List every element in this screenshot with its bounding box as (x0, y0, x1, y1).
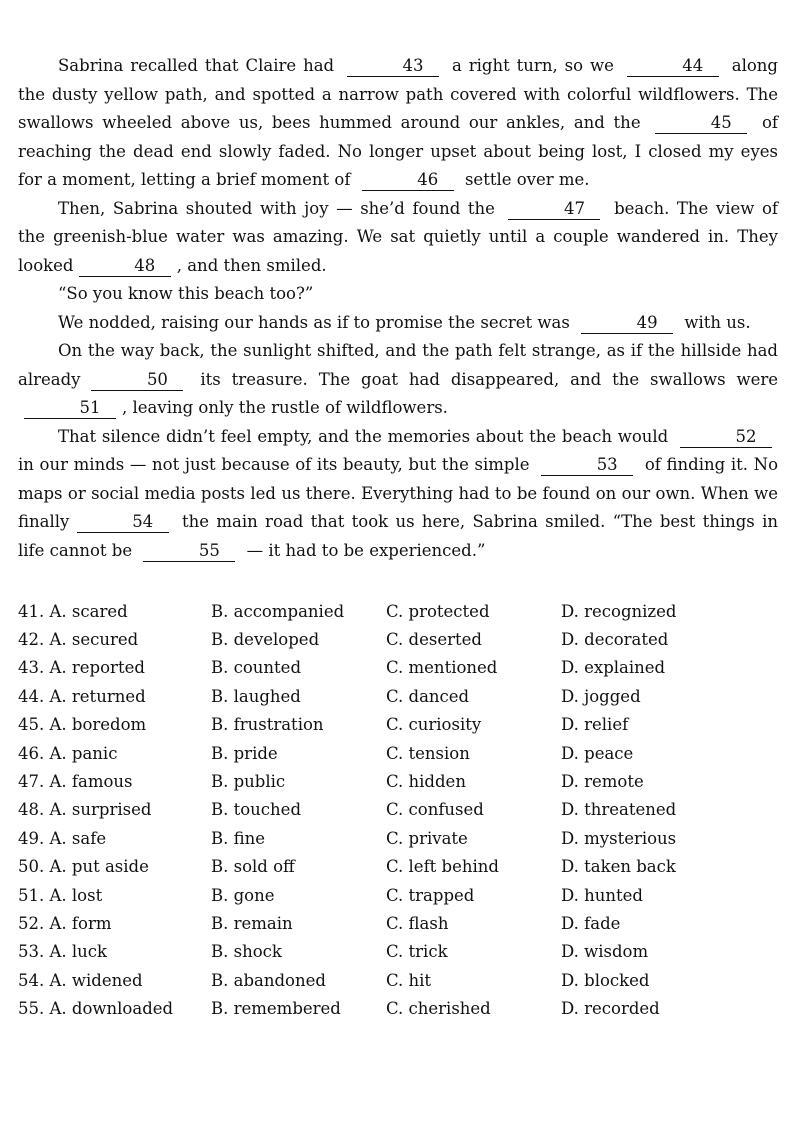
option-a[interactable] (18, 744, 211, 763)
option-c[interactable]: C. cherished (386, 999, 491, 1019)
blank-47: 47 (508, 199, 600, 220)
question-number: 51. (18, 885, 45, 905)
blank-43: 43 (347, 56, 439, 77)
question-number: 55. (18, 999, 45, 1019)
passage-text: , and then smiled. (176, 255, 327, 275)
option-text: A. famous (49, 772, 133, 792)
option-text: A. returned (49, 686, 146, 706)
passage-text: — it had to be experienced.” (246, 540, 486, 560)
blank-54: 54 (77, 512, 169, 533)
question-row (18, 597, 788, 625)
question-number: 50. (18, 857, 45, 877)
option-d[interactable]: D. fade (561, 913, 621, 933)
option-a[interactable] (18, 715, 211, 734)
passage-text: beach. The view of the greenish-blue water was amazing. We sat quietly until a couple wandered in. They looked (18, 198, 778, 275)
option-text: A. secured (49, 630, 139, 650)
option-d[interactable]: D. mysterious (561, 828, 677, 848)
question-number: 52. (18, 913, 45, 933)
option-d[interactable]: D. remote (561, 772, 644, 792)
passage-text: That silence didn’t feel empty, and the memories about the beach would (58, 426, 669, 446)
option-text: A. boredom (49, 715, 147, 735)
question-row (18, 654, 788, 682)
option-b[interactable]: B. touched (211, 800, 302, 820)
option-d[interactable]: D. blocked (561, 970, 650, 990)
answer-options (18, 597, 788, 1023)
option-a[interactable] (18, 857, 211, 876)
passage-text: its treasure. The goat had disappeared, and the swallows were (200, 369, 779, 389)
paragraph-1 (18, 52, 778, 195)
option-text: A. lost (49, 885, 103, 905)
option-c[interactable]: C. trapped (386, 885, 475, 905)
option-c[interactable]: C. tension (386, 743, 470, 763)
passage-text: settle over me. (464, 170, 590, 189)
option-d[interactable]: D. recognized (561, 601, 677, 621)
option-text: A. form (49, 913, 112, 933)
question-number: 53. (18, 942, 45, 962)
option-d[interactable]: D. taken back (561, 857, 676, 877)
question-number: 45. (18, 715, 45, 735)
question-row (18, 767, 788, 795)
option-c[interactable]: C. confused (386, 800, 484, 820)
option-b[interactable]: B. sold off (211, 857, 295, 877)
option-a[interactable] (18, 914, 211, 933)
passage-text: the main road that took us here, Sabrina smiled. “The best things in life cannot be (18, 512, 778, 560)
question-number: 49. (18, 828, 45, 848)
option-a[interactable] (18, 886, 211, 905)
option-a[interactable] (18, 942, 211, 961)
option-d[interactable]: D. peace (561, 743, 634, 763)
passage-text: , leaving only the rustle of wildflowers. (122, 398, 448, 417)
question-row (18, 625, 788, 653)
option-b[interactable]: B. frustration (211, 715, 324, 735)
passage-text: of reaching the dead end slowly faded. No longer upset about being lost, I closed my eyes for a moment, letting a brief moment of (18, 113, 778, 189)
option-b[interactable]: B. remembered (211, 999, 341, 1019)
option-b[interactable]: B. developed (211, 630, 320, 650)
question-row (18, 682, 788, 710)
option-b[interactable]: B. accompanied (211, 601, 345, 621)
question-number: 48. (18, 800, 45, 820)
option-c[interactable]: C. hit (386, 970, 432, 990)
option-b[interactable]: B. shock (211, 942, 282, 962)
option-a[interactable] (18, 658, 211, 677)
option-b[interactable]: B. pride (211, 743, 278, 763)
question-row (18, 796, 788, 824)
option-d[interactable]: D. jogged (561, 686, 641, 706)
question-row (18, 739, 788, 767)
option-b[interactable]: B. abandoned (211, 970, 326, 990)
question-row (18, 853, 788, 881)
blank-52: 52 (680, 427, 772, 448)
option-d[interactable]: D. threatened (561, 800, 677, 820)
blank-50: 50 (91, 370, 183, 391)
option-text: A. luck (49, 942, 108, 962)
paragraph-5 (18, 337, 778, 423)
blank-53: 53 (541, 455, 633, 476)
cloze-passage (18, 52, 778, 565)
option-text: A. downloaded (49, 999, 174, 1019)
blank-48: 48 (79, 256, 171, 277)
option-b[interactable]: B. counted (211, 658, 302, 678)
blank-49: 49 (581, 313, 673, 334)
blank-51: 51 (24, 398, 116, 419)
option-a[interactable] (18, 630, 211, 649)
option-a[interactable] (18, 800, 211, 819)
passage-text: On the way back, the sunlight shifted, and the path felt strange, as if the hillside had already (18, 341, 778, 389)
option-text: A. panic (49, 743, 118, 763)
option-a[interactable] (18, 971, 211, 990)
question-row (18, 966, 788, 994)
question-number: 44. (18, 686, 45, 706)
blank-44: 44 (627, 56, 719, 77)
option-c[interactable]: C. curiosity (386, 715, 482, 735)
option-text: A. safe (49, 828, 107, 848)
option-b[interactable]: B. remain (211, 913, 293, 933)
question-number: 46. (18, 743, 45, 763)
question-row (18, 938, 788, 966)
passage-text: of finding it. No maps or social media posts led us there. Everything had to be found on our own. When we finally (18, 455, 779, 531)
paragraph-3: “So you know this beach too?” (58, 284, 314, 303)
passage-text: Then, Sabrina shouted with joy — she’d found the (58, 198, 495, 218)
option-d[interactable]: D. hunted (561, 885, 643, 905)
passage-text: a right turn, so we (451, 56, 614, 75)
option-c[interactable]: C. danced (386, 686, 470, 706)
passage-text: with us. (684, 312, 751, 332)
option-a[interactable] (18, 602, 211, 621)
option-text: A. put aside (49, 857, 149, 877)
option-c[interactable]: C. trick (386, 942, 448, 962)
option-a[interactable] (18, 772, 211, 791)
option-d[interactable]: D. relief (561, 715, 629, 735)
question-row (18, 711, 788, 739)
question-number: 54. (18, 970, 45, 990)
passage-text: Sabrina recalled that Claire had (58, 56, 335, 75)
option-d[interactable]: D. decorated (561, 630, 669, 650)
option-a[interactable] (18, 999, 211, 1018)
option-a[interactable] (18, 687, 211, 706)
question-row (18, 824, 788, 852)
option-b[interactable]: B. public (211, 772, 286, 792)
option-a[interactable] (18, 829, 211, 848)
option-c[interactable]: C. protected (386, 601, 490, 621)
question-number: 47. (18, 772, 45, 792)
passage-text: in our minds — not just because of its beauty, but the simple (18, 455, 530, 474)
option-d[interactable]: D. recorded (561, 999, 660, 1019)
paragraph-4 (18, 309, 778, 338)
option-c[interactable]: C. mentioned (386, 658, 498, 678)
question-number: 43. (18, 658, 45, 678)
paragraph-2 (18, 195, 778, 281)
option-text: A. reported (49, 658, 145, 678)
option-d[interactable]: D. wisdom (561, 942, 649, 962)
blank-55: 55 (143, 541, 235, 562)
question-number: 41. (18, 601, 45, 621)
option-c[interactable]: C. private (386, 828, 468, 848)
option-d[interactable]: D. explained (561, 658, 666, 678)
option-text: A. scared (49, 601, 128, 621)
option-b[interactable]: B. fine (211, 828, 266, 848)
question-row (18, 909, 788, 937)
passage-text: We nodded, raising our hands as if to promise the secret was (58, 312, 570, 332)
option-b[interactable]: B. gone (211, 885, 275, 905)
paragraph-6 (18, 423, 778, 566)
passage-text: along the dusty yellow path, and spotted a narrow path covered with colorful wildflowers. The swallows wheeled above us, bees hummed around our ankles, and the (18, 56, 778, 132)
option-text: A. widened (49, 970, 143, 990)
option-c[interactable]: C. flash (386, 913, 449, 933)
option-c[interactable]: C. hidden (386, 772, 466, 792)
blank-46: 46 (362, 170, 454, 191)
option-text: A. surprised (49, 800, 152, 820)
question-row (18, 994, 788, 1022)
option-c[interactable]: C. left behind (386, 857, 499, 877)
question-number: 42. (18, 630, 45, 650)
option-c[interactable]: C. deserted (386, 630, 482, 650)
option-b[interactable]: B. laughed (211, 686, 301, 706)
question-row (18, 881, 788, 909)
blank-45: 45 (655, 113, 747, 134)
